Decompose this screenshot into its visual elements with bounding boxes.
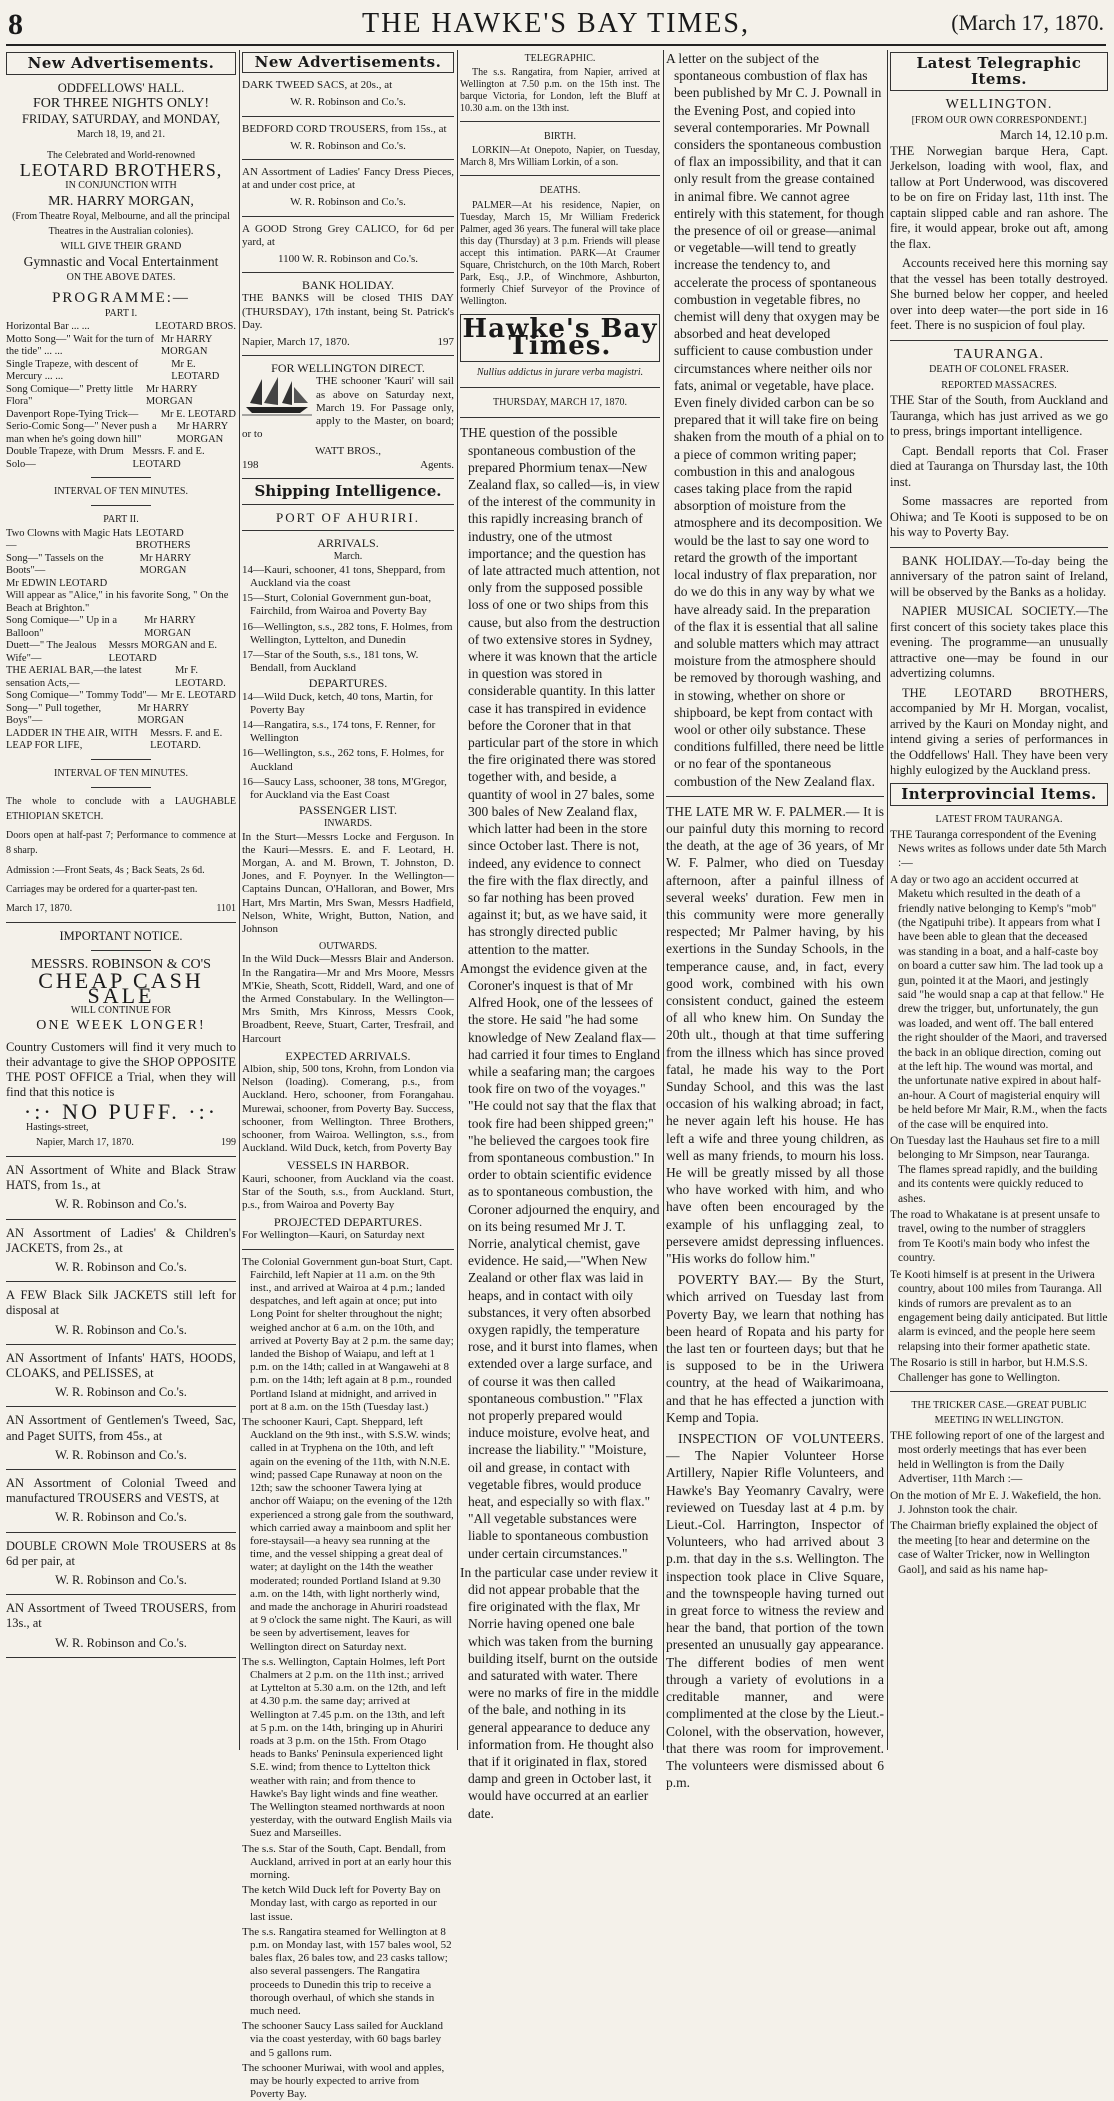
divider — [6, 1594, 236, 1595]
vessels-text: Kauri, schooner, from Auckland via the coast. Star of the South, s.s., from Auckland. Sturt, p.s., from Wairoa and Poverty Bay — [242, 1172, 454, 1212]
programme-performer: Messrs. F. and E. LEOTARD. — [150, 727, 223, 752]
birth-heading: BIRTH. — [544, 131, 576, 143]
inwards-heading: INWARDS. — [323, 818, 373, 830]
divider — [6, 922, 236, 923]
interval-2: INTERVAL OF TEN MINUTES. — [53, 767, 188, 779]
divider — [6, 1532, 236, 1533]
ad-nights: FOR THREE NIGHTS ONLY! — [32, 96, 210, 112]
wellington-direct-title: FOR WELLINGTON DIRECT. — [271, 361, 425, 376]
telegraphic-text: The s.s. Rangatira, from Napier, arrived at Wellington at 7.50 p.m. on the 15th inst. The barque Victoria, for London, left the Bluff at 10.30 a.m. on the 13th inst. — [460, 67, 660, 115]
ref-date: Napier, March 17, 1870. — [36, 1136, 134, 1148]
divider — [6, 1344, 236, 1345]
column-divider — [239, 50, 240, 1750]
programme-item — [6, 553, 236, 578]
list-item: The Rosario is still in harbor, but H.M.S.S. Challenger has gone to Wellington. — [890, 1357, 1088, 1384]
ad-brothers: LEOTARD BROTHERS, — [19, 160, 223, 181]
programme-performer: LEOTARD BROTHERS — [135, 527, 191, 552]
programme-performer: Mr EDWIN LEOTARD — [6, 577, 108, 589]
ad-days: FRIDAY, SATURDAY, and MONDAY, — [22, 111, 220, 126]
deaths-heading: DEATHS. — [539, 185, 581, 197]
programme-item — [6, 640, 236, 665]
ad-signature: W. R. Robinson and Co.'s. — [55, 1635, 187, 1650]
divider — [242, 1249, 454, 1250]
programme-act: Motto Song—" Wait for the turn of the tide" ... ... — [6, 333, 154, 358]
ad-text: AN Assortment of Tweed TROUSERS, from 13s., at — [6, 1601, 236, 1631]
ad-conjunction: IN CONJUNCTION WITH — [65, 180, 177, 192]
list-item: The s.s. Rangatira steamed for Wellington at 8 p.m. on Monday last, with 157 bales wool, 52 bales flax, 26 bales tow, and 23 casks tallow; also several passengers. The Rangatira proceeds to Dunedin this trip to receive a thorough overhaul, of which she stands in much need. — [242, 1925, 452, 2018]
list-item: The Chairman briefly explained the object of the meeting [to hear and determine on the case of Walter Tricker, now in Wellington Gaol], and said as his name hap- — [890, 1520, 1098, 1576]
list-item: Amongst the evidence given at the Coroner's inquest is that of Mr Alfred Hook, one of the lessees of the store. He said "he had some knowledge of New Zealand flax—had carried it four times to England while a seafaring man; the cargoes took fire on two of the voyages." "He could not say that the flax that took fire had been shipped green;" "he believed the cargoes took fire from spontaneous combustion." In order to obtain scientific evidence as to spontaneous combustion, the Coroner adjourned the enquiry, and on its being resumed Mr J. T. Norrie, analytical chemist, gave evidence. He said,—"When New Zealand or other flax was laid in heaps, and in contact with oily substances, it very often absorbed oxygen rapidly, the temperature rose, and it burst into flames, when extended over a large surface, and of course it was then called spontaneous combustion." "Flax not properly prepared would induce moisture, evolve heat, and increase the liability." "Moisture, oil and grease, in contact with vegetable fibres, would produce heat, and especially so with flax." "All vegetable substances were liable to spontaneous combustion under certain circumstances." — [460, 960, 660, 1561]
list-item: On Tuesday last the Hauhaus set fire to a mill belonging to Mr Simpson, near Tauranga. The flames spread rapidly, and the building and its contents were quickly reduced to ashes. — [890, 1135, 1100, 1205]
palmer-title: THE LATE MR W. F. PALMER.— — [666, 803, 860, 819]
ref-number: 198 — [242, 458, 259, 471]
programme-item — [6, 421, 236, 446]
correspondent-label: [FROM OUR OWN CORRESPONDENT.] — [911, 114, 1087, 126]
masthead — [6, 4, 1106, 48]
latest-heading: LATEST FROM TAURANGA. — [935, 814, 1063, 825]
ref-number: 197 — [437, 336, 454, 349]
week-text: ONE WEEK LONGER! — [36, 1018, 206, 1034]
ad-signature: W. R. Robinson and Co.'s. — [55, 1572, 187, 1587]
ad-text: AN Assortment of White and Black Straw HATS, from 1s., at — [6, 1162, 236, 1193]
part-2-heading: PART II. — [103, 514, 139, 526]
divider — [242, 159, 454, 160]
fraser-heading: DEATH OF COLONEL FRASER. — [929, 364, 1069, 375]
ref-number: 199 — [221, 1136, 236, 1148]
robinson-ads — [6, 1163, 236, 1658]
divider — [890, 340, 1108, 341]
publication-date: THURSDAY, MARCH 17, 1870. — [493, 397, 627, 409]
star-text: THE Star of the South, from Auckland and Tauranga, which has just arrived as we go to press, brings important intelligence. — [890, 393, 1108, 438]
part-1-heading: PART I. — [104, 308, 138, 320]
port-heading: PORT OF AHURIRI. — [275, 510, 421, 526]
departures-heading: DEPARTURES. — [308, 676, 388, 691]
programme-item — [6, 528, 236, 553]
ad-text: A FEW Black Silk JACKETS still left for disposal at — [6, 1288, 236, 1318]
robinson-ad — [6, 1539, 236, 1589]
divider — [6, 1156, 236, 1157]
column-divider — [457, 50, 458, 1750]
programme-item — [6, 665, 236, 690]
ad-signature: 1100 W. R. Robinson and Co.'s. — [277, 253, 418, 266]
issue-date: (March 17, 1870. — [951, 10, 1104, 35]
divider — [460, 121, 660, 122]
ad-text: AN Assortment of Gentlemen's Tweed, Sac, and Paget SUITS, from 45s., at — [6, 1413, 236, 1443]
programme-part-1 — [6, 321, 236, 471]
conclude-text: The whole to conclude with a LAUGHABLE ETHIOPIAN SKETCH. — [6, 795, 236, 823]
musical-text: NAPIER MUSICAL SOCIETY.—The first concert of this society takes place this evening. The programme—an unusually attractive one—may be found in our advertizing columns. — [890, 604, 1108, 680]
ad-celebrated: The Celebrated and World-renowned — [46, 150, 196, 162]
programme-act: LADDER IN THE AIR, WITH LEAP FOR LIFE, — [6, 727, 138, 752]
ad-ref — [6, 1135, 236, 1150]
programme-act: Serio-Comic Song—" Never push a man when he's going down hill" — [6, 421, 157, 445]
tauranga-heading: TAURANGA. — [954, 346, 1044, 362]
watt-bros: WATT BROS., — [314, 445, 382, 458]
column-2 — [242, 50, 454, 2101]
robinson-ad — [6, 1413, 236, 1463]
list-item: On the motion of Mr E. J. Wakefield, the hon. J. Johnston took the chair. — [890, 1489, 1102, 1516]
continue-text: WILL CONTINUE FOR — [70, 1005, 172, 1017]
ad-text: BEDFORD CORD TROUSERS, from 15s., at — [242, 122, 447, 135]
projected-heading: PROJECTED DEPARTURES. — [273, 1215, 423, 1230]
programme-performer: Mr HARRY MORGAN — [144, 615, 196, 639]
programme-item — [6, 334, 236, 359]
agents-label: Agents. — [420, 458, 454, 471]
projected-text: For Wellington—Kauri, on Saturday next — [242, 1229, 425, 1242]
departures-list — [242, 691, 454, 803]
ad-text: DARK TWEED SACS, at 20s., at — [242, 79, 393, 92]
programme-performer: Mr HARRY MORGAN — [139, 552, 191, 577]
divider — [460, 175, 660, 176]
list-item: 16—Wellington, s.s., 282 tons, F. Holmes, from Wellington, Lyttelton, and Dunedin — [242, 620, 453, 646]
programme-item — [6, 409, 236, 422]
programme-act: Song Comique—" Up in a Balloon" — [6, 615, 118, 639]
doors-text: Doors open at half-past 7; Performance to commence at 8 sharp. — [6, 830, 236, 857]
ad-give: WILL GIVE THEIR GRAND — [60, 241, 182, 253]
march-label: March. — [333, 551, 363, 563]
inwards-text: In the Sturt—Messrs Locke and Ferguson. In the Kauri—Messrs. E. and F. Leotard, H. Morgan, A. and M. Brown, T. Johnston, D. Jones, and F. Poynyer. In the Wellington—Captains Duncan, O'Halloran, and Bower, Mrs Hart, Mrs Martin, Mrs Swan, Messrs Hadfield, Nelson, White, Wright, Button, Nation, and Johnson — [242, 830, 454, 935]
programme-performer: Mr E. LEOTARD — [160, 690, 236, 702]
list-item: 14—Rangatira, s.s., 174 tons, F. Renner, for Wellington — [242, 718, 436, 745]
ad-signature: W. R. Robinson and Co.'s. — [290, 96, 406, 109]
divider — [91, 787, 151, 788]
poverty-text: By the Sturt, which arrived on Tuesday last from Poverty Bay, we learn that nothing has been heard of Ropata and his party for the last ten or fourteen days; but that he is supposed to be in the Uriwera country, at the head of Waikarimoana, and that he has effected a junction with Kemp and Topia. — [666, 1272, 884, 1425]
programme-item — [6, 384, 236, 409]
hastings: Hastings-street, — [26, 1121, 89, 1133]
ad-signature: W. R. Robinson and Co.'s. — [55, 1197, 187, 1212]
no-puff: ·:· NO PUFF. ·:· — [23, 1099, 219, 1125]
programme-act: Will appear as "Alice," in his favorite Song, " On the Beach at Brighton." — [6, 590, 229, 614]
programme-act: Two Clowns with Magic Hats— — [6, 527, 132, 552]
birth-text: LORKIN—At Onepoto, Napier, on Tuesday, March 8, Mrs William Lorkin, of a son. — [460, 145, 660, 169]
divider — [6, 1219, 236, 1220]
masthead-rule — [6, 44, 1106, 46]
programme-item — [6, 446, 236, 471]
list-item: The s.s. Wellington, Captain Holmes, left Port Chalmers at 2 p.m. on the 11th inst.; arrived at Lyttelton at 5.30 a.m. on the 12th, and left at 4.30 p.m. the same day; arrived at Wellington at 7.45 p.m. on the 13th, and left at 5 p.m. on the 14th, bringing up in Ahuriri roads at 3 p.m. on the 15th. From Otago heads to Banks' Peninsula experienced light S.E. wind; from thence to Lyttelton thick weather with rain; and from thence to Hawke's Bay light winds and fine weather. The Wellington steamed northwards at noon yesterday, with the outward English Mails via Suez and Marseilles. — [242, 1655, 452, 1840]
column-divider — [663, 50, 664, 1750]
column-divider — [887, 50, 888, 1750]
interval: INTERVAL OF TEN MINUTES. — [53, 486, 188, 498]
column-1 — [6, 50, 236, 1750]
list-item: 14—Wild Duck, ketch, 40 tons, Martin, for Poverty Bay — [242, 690, 433, 716]
accounts-text: Accounts received here this morning say that the vessel has been totally destroyed. She burned below her copper, and heeled over into deep water—the port side in 16 feet. There is no suspicion of foul play. — [890, 256, 1108, 332]
programme-act: Song—" Pull together, Boys"— — [6, 702, 102, 727]
programme-performer: Mr HARRY MORGAN — [145, 383, 198, 408]
divider — [6, 1469, 236, 1470]
column-4 — [666, 50, 884, 1791]
list-item: 16—Wellington, s.s., 262 tons, F. Holmes, for Auckland — [242, 747, 445, 773]
ref-date: March 17, 1870. — [6, 903, 73, 915]
shipping-news — [242, 1256, 454, 2101]
schooner-text: THE schooner 'Kauri' will sail as above on Saturday next, March 19. For Passage only, apply to the Master, on board; or to — [242, 375, 454, 441]
programme-performer: Mr HARRY MORGAN — [176, 421, 228, 445]
programme-item — [6, 590, 236, 615]
telegraphic-heading: TELEGRAPHIC. — [524, 53, 596, 64]
ad-signature: W. R. Robinson and Co.'s. — [55, 1385, 187, 1400]
bank-holiday-text: BANK HOLIDAY.—To-day being the anniversary of the patron saint of Ireland, will be observed by the Banks as a holiday. — [890, 553, 1108, 599]
divider — [666, 796, 884, 797]
arrivals-list — [242, 564, 454, 676]
programme-performer: Mr E. LEOTARD — [160, 408, 236, 420]
robinson-ads — [242, 79, 454, 273]
robinson-ad — [242, 223, 454, 267]
programme-performer: Mr HARRY MORGAN — [137, 702, 189, 727]
list-item: In the particular case under review it did not appear probable that the fire originated with the flax, Mr Norrie having opened one bale which was taken from the burning building itself, burnt on the outside and saturated with water. There were no marks of fire in the middle of the bale, and nothing in its general appearance to deduce any information from. He thought also that if it originated in flax, stored damp and green in October last, it would have occurred at an earlier date. — [460, 1564, 659, 1821]
deaths-text: PALMER—At his residence, Napier, on Tuesday, March 15, Mr William Frederick Palmer, aged 36 years. The funeral will take place this day (Thursday) at 3 p.m. Friends will please accept this intimation. PARK—At Craumer Square, Christchurch, on the 10th March, Robert Park, Esq., J.P., of Winchmore, Ashburton, formerly Chief Surveyor of the Province of Wellington. — [460, 199, 660, 307]
list-item: 16—Saucy Lass, schooner, 38 tons, M'Gregor, for Auckland via the East Coast — [242, 775, 447, 801]
vessels-heading: VESSELS IN HARBOR. — [286, 1158, 410, 1173]
admission-text: Admission :—Front Seats, 4s ; Back Seats, 2s 6d. — [6, 864, 205, 876]
ad-signature: W. R. Robinson and Co.'s. — [290, 139, 406, 152]
outwards-text: In the Wild Duck—Messrs Blair and Anderson. In the Rangatira—Mr and Mrs Moore, Messrs M'Kie, Sheath, Scott, Riddell, Ward, and one of the Armed Constabulary. In the Wellington—Mrs Smith, Mrs Kinross, Messrs Cook, Broadbent, Reeve, Stuart, Carter, Tresfrail, and Harcourt — [242, 953, 454, 1045]
programme-act: Double Trapeze, with Drum Solo— — [6, 446, 124, 470]
divider — [6, 1657, 236, 1658]
list-item: 15—Sturt, Colonial Government gun-boat, Fairchild, from Wairoa and Poverty Bay — [242, 592, 432, 618]
programme-item — [6, 615, 236, 640]
programme-performer: Messrs MORGAN and E. LEOTARD — [108, 640, 218, 664]
ref-number: 1101 — [216, 903, 236, 915]
section-header: New Advertisements. — [6, 52, 236, 75]
inspection-title: INSPECTION OF VOLUNTEERS.— — [666, 1431, 884, 1464]
divider — [91, 759, 151, 760]
page-number: 8 — [8, 8, 23, 41]
robinson-ad — [6, 1601, 236, 1651]
inspection-text: The Napier Volunteer Horse Artillery, Napier Rifle Volunteers, and Hawke's Bay Yeomanry Cavalry, were reviewed on Tuesday last at 4 p.m. by Lieut.-Col. Harrington, Inspector of Volunteers, who had arrived about 3 p.m. that day in the s.s. Wellington. The inspection took place in Clive Square, and the townspeople having turned out in great force to witness the review and hear the band, that portion of the town presented an unusually gay appearance. The different bodies of men went through a variety of evolutions in a creditable manner, and were complimented at the close by the Lieut.-Colonel, with the observation, however, that there was room for improvement. The volunteers were dismissed about 6 p.m. — [666, 1448, 884, 1791]
programme-act: THE AERIAL BAR,—the latest sensation Acts,— — [6, 665, 142, 689]
dispatch-date: March 14, 12.10 p.m. — [1000, 128, 1108, 142]
cheap-cash-sale: CHEAP CASH SALE — [38, 967, 204, 1008]
robinson-ad — [242, 123, 454, 153]
list-item: THE question of the possible spontaneous combustion of the prepared Phormium tenax—New Zealand flax, so called—is, in view of the interest of the community in this rapidly increasing branch of industry, one of the utmost importance; and the question has of late attracted much attention, not only from the supposed possible loss of one or two ships from this cause, but also from the destruction of two extensive stores in Sydney, where it was known that the article in question was stored in considerable quantity. In this latter case it has transpired in evidence before the Coroner that in that particular part of the store in which the fire originated there was stored together with, and beside, a quantity of wool in 27 bales, some 300 bales of New Zealand flax, which latter had been in the store since October last. There is not, indeed, any evidence to connect the fire with the flax directly, and so far nothing has been proved against it; but, as we have said, it has strongly directed public attention to the matter. — [460, 425, 660, 957]
programme-heading: PROGRAMME:— — [52, 289, 190, 306]
list-item: The s.s. Star of the South, Capt. Bendall, from Auckland, arrived in port at an early hour this morning. — [242, 1842, 452, 1881]
ad-text: AN Assortment of Ladies' & Children's JACKETS, from 2s., at — [6, 1225, 236, 1255]
divider — [242, 355, 454, 356]
robinson-ad — [242, 79, 454, 109]
robinson-ad — [6, 1163, 236, 1213]
column-3 — [460, 50, 660, 1821]
wellington-heading: WELLINGTON. — [945, 97, 1053, 112]
leotard-text: THE LEOTARD BROTHERS, accompanied by Mr H. Morgan, vocalist, arrived by the Kauri on Monday night, and intend giving a series of performances in the Oddfellows' Hall. They have been very highly eulogized by the Auckland press. — [890, 685, 1108, 777]
ad-text: A GOOD Strong Grey CALICO, for 6d per yard, at — [242, 222, 454, 248]
ref-date: Napier, March 17, 1870. — [242, 336, 350, 349]
list-item: A day or two ago an accident occurred at Maketu which resulted in the death of a friendly native belonging to Kemp's "mob" (the Ngatipuhi tribe). It appears from what I have been able to glean that the deceased was standing in a boat, and a half-caste boy on board a cutter saw him. The lad took up a gun, pointed it at the Maori, and jestingly said "he would snap a cap at that fellow." He drew the trigger, but, unfortunately, the gun was loaded, and went off. The ball entered the right shoulder of the Maori, and traversed the back in an oblique direction, coming out at the left hip. The wound was mortal, and the unfortunate native expired in about half-an-hour. A Court of magisterial enquiry will be held before Mr Mair, R.M., when the facts of the case will be enquired into. — [890, 873, 1108, 1131]
section-header: New Advertisements. — [242, 52, 454, 73]
ship-icon — [242, 375, 312, 417]
divider — [242, 478, 454, 479]
ad-from: (From Theatre Royal, Melbourne, and all the principal Theatres in the Australian colonies). — [12, 210, 230, 238]
ad-gymnastic: Gymnastic and Vocal Entertainment — [23, 254, 219, 270]
programme-performer: Mr HARRY MORGAN — [160, 333, 213, 358]
ad-ref — [242, 459, 454, 472]
ad-above: ON THE ABOVE DATES. — [66, 271, 176, 283]
divider — [6, 1406, 236, 1407]
bank-title: BANK HOLIDAY. — [301, 278, 394, 293]
divider — [242, 530, 454, 531]
robinson-ad — [6, 1476, 236, 1526]
arrivals-heading: ARRIVALS. — [317, 536, 379, 551]
divider — [242, 216, 454, 217]
tricker-heading: THE TRICKER CASE.—GREAT PUBLIC MEETING IN WELLINGTON. — [911, 1399, 1087, 1427]
robinson-ad — [6, 1288, 236, 1338]
programme-item — [6, 703, 236, 728]
divider — [890, 1391, 1108, 1392]
hera-text: THE Norwegian barque Hera, Capt. Jerkelson, loading with wool, flax, and tallow at Port Underwood, was discovered to be on fire on Friday last, 11th inst. The captain slipped cable and ran ashore. The fire, it would appear, broke out aft, among the flax. — [890, 143, 1108, 251]
programme-act: Song Comique—" Pretty little Flora" — [6, 383, 134, 408]
paper-masthead: Hawke's Bay Times. — [460, 314, 660, 362]
divider — [91, 477, 151, 478]
ad-text: AN Assortment of Infants' HATS, HOODS, CLOAKS, and PELISSES, at — [6, 1350, 236, 1380]
ad-ref — [242, 336, 454, 349]
bank-text: THE BANKS will be closed THIS DAY (THURSDAY), 17th instant, being St. Patrick's Day. — [242, 292, 454, 331]
programme-performer: Mr E. LEOTARD — [171, 358, 220, 383]
list-item: 14—Kauri, schooner, 41 tons, Sheppard, from Auckland via the coast — [242, 563, 446, 589]
divider — [91, 950, 151, 951]
list-item: The Colonial Government gun-boat Sturt, Capt. Fairchild, left Napier at 11 a.m. on the 9th inst., and arrived at Wairoa at 4 p.m.; landed despatches, and left again at once; put into Long Point for shelter throughout the night; weighed anchor at 6 a.m. on the 10th, and arrived at Poverty Bay at 2 p.m. the same day; landed the Bishop of Waiapu, and left at 1 p.m. on the 14th; called in at Wangawehi at 8 p.m. on the 14th; left again at 8 p.m., rounded Portland Island at midnight, and arrived in port at 8 a.m. on the 15th (Tuesday last.) — [242, 1255, 454, 1413]
poverty-title: POVERTY BAY.— — [678, 1272, 792, 1288]
outwards-heading: OUTWARDS. — [318, 941, 378, 953]
programme-act: Song Comique—" Tommy Todd"— — [6, 690, 158, 702]
notice-title: IMPORTANT NOTICE. — [59, 929, 183, 944]
programme-act: Davenport Rope-Tying Trick— — [6, 408, 139, 420]
ad-text: DOUBLE CROWN Mole TROUSERS at 8s 6d per pair, at — [6, 1538, 236, 1568]
bendall-text: Capt. Bendall reports that Col. Fraser died at Tauranga on Thursday last, the 10th inst. — [890, 443, 1108, 489]
ad-dates: March 18, 19, and 21. — [76, 128, 166, 140]
divider — [460, 417, 660, 418]
list-item: THE Tauranga correspondent of the Evening News writes as follows under date 5th March :— — [890, 828, 1107, 870]
programme-act: Duett—" The Jealous Wife"— — [6, 640, 97, 664]
section-header: Latest Telegraphic Items. — [890, 52, 1108, 91]
list-item: Te Kooti himself is at present in the Uriwera country, about 100 miles from Tauranga. All kinds of rumors are prevalent as to an engagement being daily anticipated. But little alarm is evinced, and the people here seem relapsing into their former apathetic state. — [890, 1268, 1108, 1353]
programme-act: Single Trapeze, with descent of Mercury ... ... — [6, 358, 139, 383]
tricker-text — [890, 1429, 1108, 1577]
ad-hall: ODDFELLOWS' HALL. — [57, 81, 185, 96]
programme-item — [6, 359, 236, 384]
list-item: A letter on the subject of the spontaneous combustion of flax has been published by Mr C. J. Pownall in the Evening Post, and copied into several contemporaries. Mr Pownall considers the spontaneous combustion of flax an impossibility, and that it can only result from the grease contained in animal fibre. We cannot agree entirely with this statement, for though the presence of oil or grease—animal or vegetable—will tend to greatly increase the tendency to, and accelerate the process of spontaneous combustion in vegetable fibres, no chemist will deny that oxygen may be absorbed and heat developed sufficient to cause combustion under circumstances where neither oils nor fats, animal or vegetable, have place. Even finely divided carbon can be so prepared that it will take fire on being shaken from the mouth of a phial on to a piece of common writing paper; combustion in this and analogous cases taking place from the rapid absorption of moisture from the atmosphere and its decomposition. We would be the last to say one word to retard the growth of the important local industry of flax preparation, nor do we do this in any way by what we have already said. In the preparation of the flax it is essential that all saline and soluble matters which may attract moisture from the atmosphere should be removed by thorough washing, and in stowing, whether on shore or shipboard, be kept from contact with wool or other oily substance. These conditions fulfilled, there need be little or no fear of the spontaneous combustion of the New Zealand flax. — [666, 51, 884, 789]
programme-performer: Mr F. LEOTARD. — [174, 665, 226, 689]
editorial-article — [460, 424, 660, 1821]
programme-item — [6, 578, 236, 591]
divider — [6, 1281, 236, 1282]
programme-act: Horizontal Bar ... ... — [6, 321, 90, 333]
expected-text: Albion, ship, 500 tons, Krohn, from London via Nelson (loading). Comerang, p.s., from Auckland. Hero, schooner, from Forangahau. Murewai, schooner, from Poverty Bay. Success, schooner, from Wellington. Three Brothers, schooner, from Wairoa. Wellington, s.s., from Auckland. Wild Duck, ketch, from Poverty Bay — [242, 1063, 454, 1155]
robinson-title: MESSRS. ROBINSON & CO'S — [31, 957, 211, 973]
palmer-text: It is our painful duty this morning to record the death, at the age of 36 years, of Mr W. F. Palmer, who died on Tuesday afternoon, after a painful illness of several weeks' duration. Few men in this community were more generally respected; Mr Palmer having, by his exertions in the Sunday Schools, in the temperance cause, and, in fact, every good work, combined with his own consistent conduct, gained the esteem of all who knew him. On Sunday the 20th ult., though at that time suffering from the illness which has since proved fatal, he made his way to the Port Sunday School, and this was the last occasion of his walking abroad; in fact, he never again left his house. He has left a wife and three young children, as well as many friends, to mourn his loss. He will be greatly missed by all those who have worked with him, and who have often been encouraged by the example of his unflagging zeal, to persevere amidst depressing influences. "His works do follow him." — [666, 803, 884, 1267]
list-item: The schooner Muriwai, with wool and apples, may be hourly expected to arrive from Poverty Bay. — [242, 2061, 445, 2101]
ad-text: AN Assortment of Ladies' Fancy Dress Pieces, at and under cost price, at — [242, 166, 454, 192]
ad-signature: W. R. Robinson and Co.'s. — [55, 1510, 187, 1525]
robinson-ad — [6, 1351, 236, 1401]
programme-item — [6, 728, 236, 753]
column-5 — [890, 50, 1108, 1750]
ad-signature: W. R. Robinson and Co.'s. — [55, 1259, 187, 1274]
ad-signature: W. R. Robinson and Co.'s. — [55, 1447, 187, 1462]
divider — [890, 547, 1108, 548]
robinson-ad — [242, 166, 454, 210]
latest-text — [890, 828, 1108, 1385]
divider — [242, 272, 454, 273]
programme-act: Song—" Tassels on the Boots"— — [6, 552, 104, 577]
list-item: The ketch Wild Duck left for Poverty Bay on Monday last, with cargo as reported in our last issue. — [242, 1884, 441, 1923]
programme-item — [6, 321, 236, 334]
list-item: THE following report of one of the largest and most orderly meetings that has ever been held in Wellington is from the Daily Advertiser, 11th March :— — [890, 1429, 1105, 1486]
expected-heading: EXPECTED ARRIVALS. — [285, 1048, 411, 1063]
ad-signature: W. R. Robinson and Co.'s. — [55, 1322, 187, 1337]
divider — [242, 116, 454, 117]
list-item: The schooner Saucy Lass sailed for Auckland via the coast yesterday, with 60 bags barley and 5 gallons rum. — [242, 2020, 443, 2059]
passenger-heading: PASSENGER LIST. — [298, 803, 398, 818]
programme-performer: LEOTARD BROS. — [155, 321, 236, 333]
section-header: Interprovincial Items. — [890, 783, 1108, 807]
robinson-ad — [6, 1226, 236, 1276]
editorial-continued — [666, 50, 884, 790]
divider — [460, 387, 660, 388]
country-text: Country Customers will find it very much to their advantage to give the SHOP OPPOSITE THE POST OFFICE a Trial, when they will find that this notice is — [6, 1039, 236, 1100]
carriages-text: Carriages may be ordered for a quarter-past ten. — [6, 883, 198, 895]
motto: Nullius addictus in jurare verba magistri. — [476, 367, 644, 379]
newspaper-title: THE HAWKE'S BAY TIMES, — [362, 8, 750, 39]
list-item: The schooner Kauri, Capt. Sheppard, left Auckland on the 9th inst., with S.S.W. winds; called in at Tryphena on the 10th, and left again on the evening of the 11th, with N.N.E. wind; passed Cape Runaway at noon on the 12th; saw the schooner Tawera lying at anchor off Waiapu; on the evening of the 12th experienced a strong gale from the southward, which carried away a mainboom and split her fore-staysail—a heavy sea running at the time, and the vessel shipping a great deal of water; at daylight on the 14th the weather moderated; rounded Portland Island at 9.30 a.m. on the 14th, with light northerly wind, and made the anchorage in Ahuriri roadstead at 9 o'clock the same night. The Kauri, as will be seen by advertisement, leaves for Wellington direct on Saturday next. — [242, 1416, 454, 1653]
programme-performer: Messrs. F. and E. LEOTARD — [132, 446, 205, 470]
divider — [91, 505, 151, 506]
ad-text: AN Assortment of Colonial Tweed and manufactured TROUSERS and VESTS, at — [6, 1475, 236, 1506]
ad-signature: W. R. Robinson and Co.'s. — [290, 196, 406, 209]
programme-item — [6, 690, 236, 703]
massacres-heading: REPORTED MASSACRES. — [941, 379, 1057, 391]
massacre-text: Some massacres are reported from Ohiwa; and Te Kooti is supposed to be on his way to Poverty Bay. — [890, 494, 1108, 539]
ad-ref — [6, 901, 236, 916]
programme-part-2 — [6, 528, 236, 753]
list-item: 17—Star of the South, s.s., 181 tons, W. Bendall, from Auckland — [242, 648, 419, 675]
ad-morgan: MR. HARRY MORGAN, — [48, 193, 194, 209]
list-item: The road to Whakatane is at present unsafe to travel, owing to the number of stragglers from Te Kooti's main body who infest the country. — [890, 1209, 1100, 1265]
shipping-heading: Shipping Intelligence. — [254, 481, 442, 500]
divider — [242, 504, 454, 505]
